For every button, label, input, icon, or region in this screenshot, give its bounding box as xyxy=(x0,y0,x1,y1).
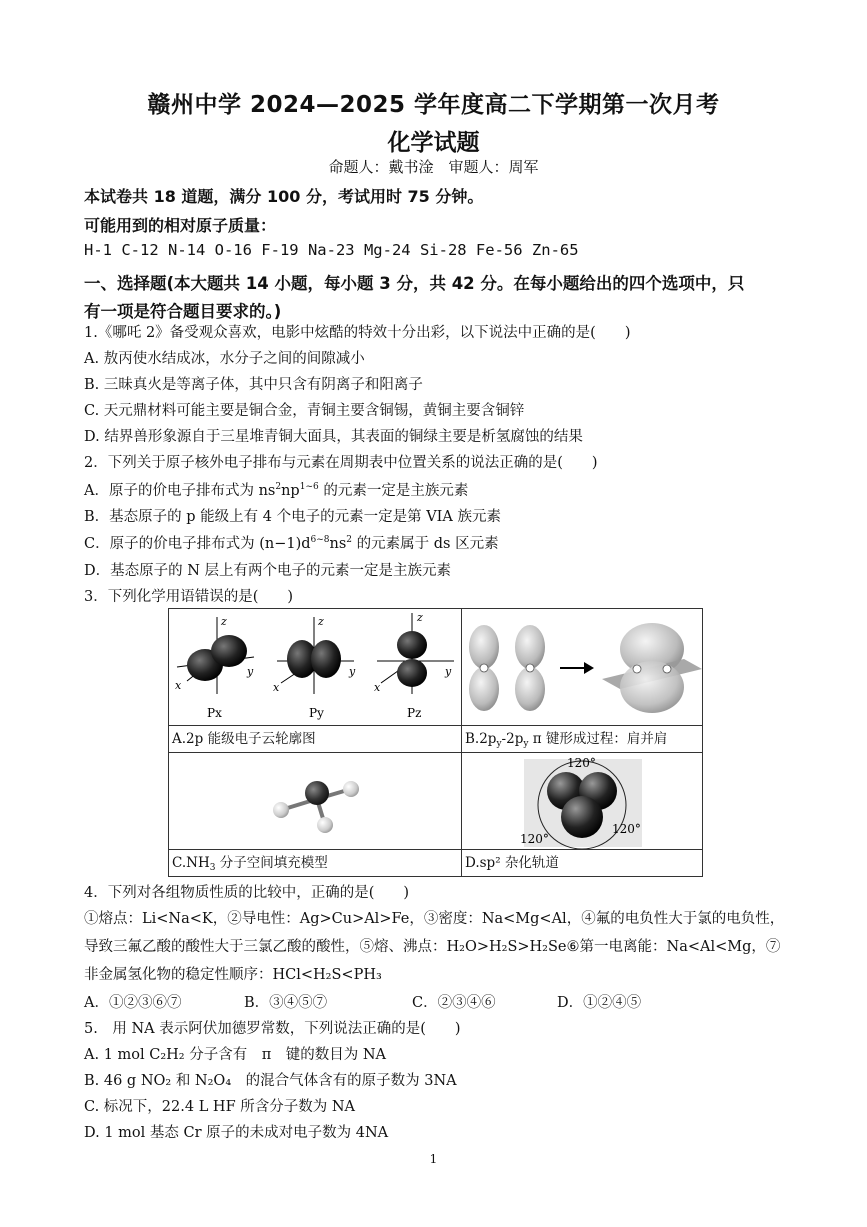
section-heading: 一、选择题(本大题共 14 小题，每小题 3 分，共 42 分。在每小题给出的四个选项中，只 xyxy=(84,274,745,293)
exam-subtitle: 化学试题 xyxy=(387,130,480,156)
q3-figure-table xyxy=(168,608,703,877)
page-number: 1 xyxy=(429,1152,438,1166)
svg-text:x: x xyxy=(273,681,280,694)
svg-text:z: z xyxy=(417,611,423,624)
q4-option-c: C．②③④⑥ xyxy=(412,995,496,1011)
svg-text:Px: Px xyxy=(207,706,222,720)
svg-text:y: y xyxy=(349,665,356,678)
pi-bond-diagram xyxy=(462,609,702,725)
q4-line-3: 非金属氢化物的稳定性顺序：HCl<H₂S<PH₃ xyxy=(84,967,382,983)
q5-option-c: C. 标况下，22.4 L HF 所含分子数为 NA xyxy=(84,1099,356,1115)
sp2-orbital-diagram xyxy=(462,753,702,849)
q4-option-b: B．③④⑤⑦ xyxy=(244,995,328,1011)
q3-cell-a xyxy=(169,609,462,753)
q2-option-a-pre: A．原子的价电子排布式为 ns xyxy=(84,483,276,499)
angle-label-top: 120° xyxy=(567,756,596,770)
q4-line-2: 导致三氟乙酸的酸性大于三氯乙酸的酸性，⑤熔、沸点：H₂O>H₂S>H₂Se⑥第一电离能：Na<Al<Mg，⑦ xyxy=(84,939,781,955)
q1-option-d: D. 结界兽形象源自于三星堆青铜大面具，其表面的铜绿主要是析氢腐蚀的结果 xyxy=(84,429,583,445)
exam-authors: 命题人：戴书淦 审题人：周军 xyxy=(328,158,539,176)
q5-option-b: B. 46 g NO₂ 和 N₂O₄ 的混合气体含有的原子数为 3NA xyxy=(84,1073,457,1089)
atomic-mass-list: H-1 C-12 N-14 O-16 F-19 Na-23 Mg-24 Si-28 Fe-56 Zn-65 xyxy=(84,241,579,259)
q1-option-a: A. 敖丙使水结成冰，水分子之间的间隙减小 xyxy=(84,351,365,367)
svg-text:Pz: Pz xyxy=(407,706,422,720)
q3-cell-d xyxy=(462,753,703,877)
q4-option-d: D．①②④⑤ xyxy=(557,995,642,1011)
q5-stem: 5. 用 NA 表示阿伏加德罗常数，下列说法正确的是( ) xyxy=(84,1021,461,1037)
q3-cell-c xyxy=(169,753,462,877)
q5-option-a: A. 1 mol C₂H₂ 分子含有 π 键的数目为 NA xyxy=(84,1047,387,1063)
q1-stem: 1.《哪吒 2》备受观众喜欢，电影中炫酷的特效十分出彩，以下说法中正确的是( ) xyxy=(84,325,631,341)
px-orbital xyxy=(175,615,254,720)
q3-caption-a: A.2p 能级电子云轮廓图 xyxy=(169,725,461,752)
q4-line-1: ①熔点：Li<Na<K，②导电性：Ag>Cu>Al>Fe，③密度：Na<Mg<Al，④氟的电负性大于氯的电负性， xyxy=(84,911,785,927)
svg-text:x: x xyxy=(175,679,182,692)
q3-caption-d: D.sp² 杂化轨道 xyxy=(462,849,702,876)
q2-option-d: D．基态原子的 N 层上有两个电子的元素一定是主族元素 xyxy=(84,563,452,579)
nh3-model-diagram xyxy=(169,753,461,849)
q2-option-a-post: 的元素一定是主族元素 xyxy=(318,483,469,499)
svg-text:z: z xyxy=(318,615,324,628)
q1-option-c: C. 天元鼎材料可能主要是铜合金，青铜主要含铜锡，黄铜主要含铜锌 xyxy=(84,403,525,419)
exam-title: 赣州中学 2024—2025 学年度高二下学期第一次月考 xyxy=(147,92,720,118)
angle-label-right: 120° xyxy=(612,822,641,836)
p-orbital-diagram xyxy=(169,609,461,725)
angle-label-left: 120° xyxy=(520,832,549,846)
q2-option-a: A．原子的价电子排布式为 $ns^2np^{1\sim 6}$ 的元素一定是主族元素 xyxy=(84,482,469,499)
q2-stem: 2．下列关于原子核外电子排布与元素在周期表中位置关系的说法正确的是( ) xyxy=(84,455,598,471)
exam-info: 本试卷共 18 道题，满分 100 分，考试用时 75 分钟。 xyxy=(84,187,484,206)
svg-text:Py: Py xyxy=(309,706,324,720)
svg-text:z: z xyxy=(221,615,227,628)
q3-cell-b xyxy=(462,609,703,753)
q3-stem: 3．下列化学用语错误的是( ) xyxy=(84,589,294,605)
q3-caption-c: $C.NH_3$ 分子空间填充模型 xyxy=(169,849,461,876)
svg-text:y: y xyxy=(445,665,452,678)
q2-option-c-post: 的元素属于 ds 区元素 xyxy=(352,536,499,552)
svg-text:y: y xyxy=(247,665,254,678)
atomic-mass-label: 可能用到的相对原子质量： xyxy=(84,216,277,235)
q2-option-b: B．基态原子的 p 能级上有 4 个电子的元素一定是第 VIA 族元素 xyxy=(84,509,501,525)
q2-option-c-pre: C．原子的价电子排布式为 (n−1)d xyxy=(84,536,311,552)
q2-option-c: C．原子的价电子排布式为 $(n-1)d^{6\sim 8}ns^2$ 的元素属于 ds 区元素 xyxy=(84,535,499,552)
q5-option-d: D. 1 mol 基态 Cr 原子的未成对电子数为 4NA xyxy=(84,1125,389,1141)
q1-option-b: B. 三昧真火是等离子体，其中只含有阴离子和阳离子 xyxy=(84,377,423,393)
py-orbital xyxy=(273,615,356,720)
q4-stem: 4．下列对各组物质性质的比较中，正确的是( ) xyxy=(84,885,410,901)
q3-caption-b: $B.2p_y-2p_y$ π 键形成过程：肩并肩 xyxy=(462,725,702,752)
pz-orbital xyxy=(374,611,454,720)
section-heading-cont: 有一项是符合题目要求的。) xyxy=(84,302,282,321)
svg-text:x: x xyxy=(374,681,381,694)
q4-option-a: A．①②③⑥⑦ xyxy=(84,995,182,1011)
